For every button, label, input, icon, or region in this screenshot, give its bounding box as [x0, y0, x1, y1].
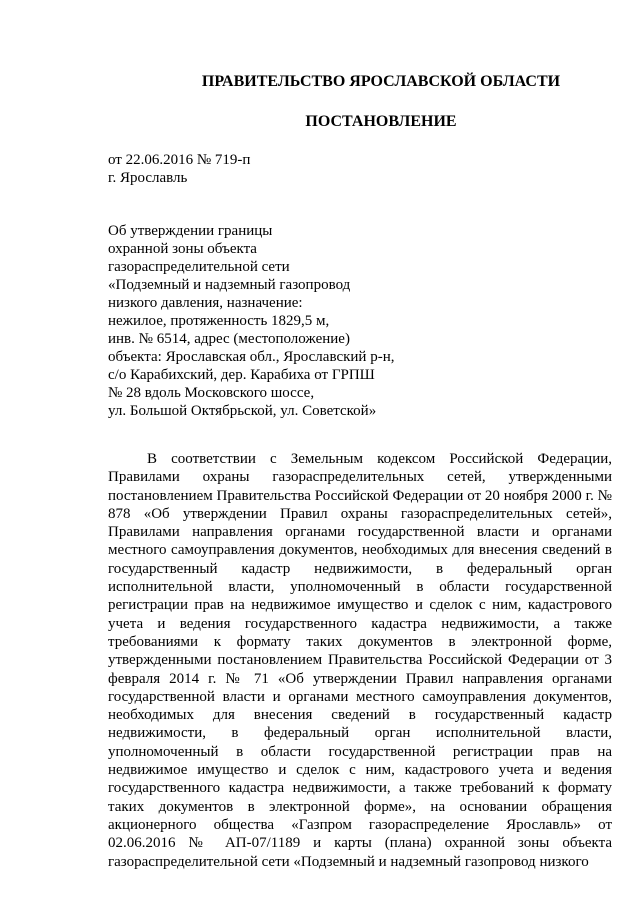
title-line: № 28 вдоль Московского шоссе,: [108, 385, 315, 401]
title-line: с/о Карабихский, дер. Карабиха от ГРПШ: [108, 367, 375, 383]
title-line: нежилое, протяженность 1829,5 м,: [108, 313, 330, 329]
government-heading: ПРАВИТЕЛЬСТВО ЯРОСЛАВСКОЙ ОБЛАСТИ: [201, 73, 561, 90]
city: г. Ярославль: [108, 170, 188, 186]
decree-heading: ПОСТАНОВЛЕНИЕ: [305, 113, 457, 130]
title-line: объекта: Ярославская обл., Ярославский р-н,: [108, 349, 395, 365]
date-number: от 22.06.2016 № 719-п: [108, 152, 251, 168]
title-line: Об утверждении границы: [108, 223, 273, 239]
title-line: ул. Большой Октябрьской, ул. Советской»: [108, 403, 377, 419]
title-line: инв. № 6514, адрес (местоположение): [108, 331, 350, 347]
title-line: газораспределительной сети: [108, 259, 290, 275]
body-paragraph: В соответствии с Земельным кодексом Российской Федерации, Правилами охраны газораспределительных сетей, утвержденными постановлением Правительства Российской Федерации от 20 ноября 2000 г. № 878 «Об утверждении Правил охраны газораспределительных сетей», Правилами направления органами государственной власти и органами местного самоуправления документов, необходимых для внесения сведений в государственный кадастр недвижимости, в федеральный орган исполнительной власти, уполномоченный в области государственной регистрации прав на недвижимое имущество и сделок с ним, кадастрового учета и ведения государственного кадастра недвижимости, а также требованиями к формату таких документов в электронной форме, утвержденными постановлением Правительства Российской Федерации от 3 февраля 2014 г. № 71 «Об утверждении Правил направления органами государственной власти и органами местного самоуправления документов, необходимых для внесения сведений в государственный кадастр недвижимости, в федеральный орган исполнительной власти, уполномоченный в области государственной регистрации прав на недвижимое имущество и сделок с ним, кадастрового учета и ведения государственного кадастра недвижимости, а также требований к формату таких документов в электронной форме», на основании обращения акционерного общества «Газпром газораспределение Ярославль» от 02.06.2016 № АП-07/1189 и карты (плана) охранной зоны объекта газораспределительной сети «Подземный и надземный газопровод низкого: [108, 451, 612, 870]
title-line: охранной зоны объекта: [108, 241, 257, 257]
title-line: низкого давления, назначение:: [108, 295, 303, 311]
title-line: «Подземный и надземный газопровод: [108, 277, 351, 293]
